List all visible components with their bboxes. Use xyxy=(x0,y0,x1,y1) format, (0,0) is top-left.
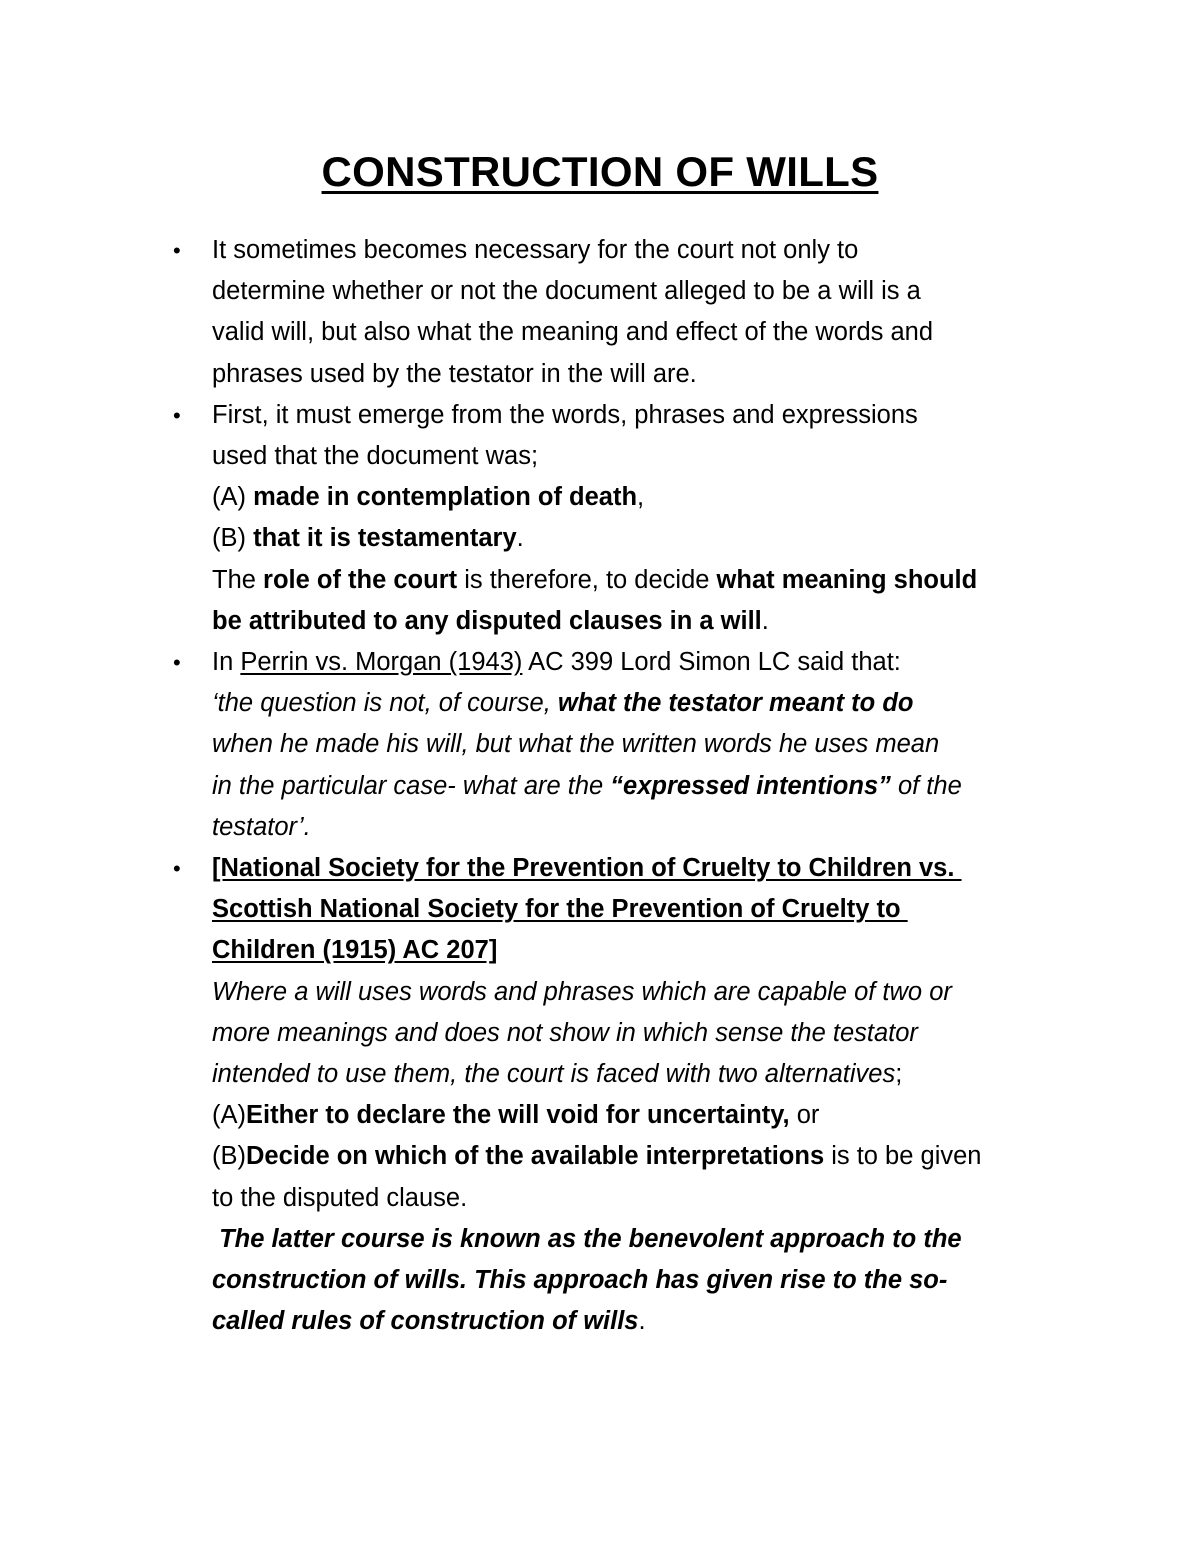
quote-line: testator’. xyxy=(212,812,311,841)
punctuation: . xyxy=(761,606,769,635)
bold-run: be attributed to any disputed clauses in a will xyxy=(212,606,762,635)
bold-run: “expressed intentions” xyxy=(610,771,891,800)
bullet-dot-icon: • xyxy=(173,856,181,882)
bullet-list xyxy=(173,230,1092,1342)
bullet-dot-icon: • xyxy=(173,650,181,676)
case-name: Scottish National Society for the Prevention of Cruelty to xyxy=(212,895,908,924)
text-run: ‘the question is not, of course, xyxy=(212,689,558,718)
bold-run: Decide on which of the available interpretations xyxy=(246,1142,825,1171)
criterion-label: (B) xyxy=(212,524,254,553)
text-run: is therefore, to decide xyxy=(457,565,717,594)
alternative-b xyxy=(212,1136,1092,1177)
punctuation: . xyxy=(516,524,524,553)
italic-line xyxy=(212,1054,1092,1095)
bullet-item-3 xyxy=(173,642,1092,848)
case-citation-line xyxy=(212,642,1092,683)
bullet-item-1 xyxy=(173,230,1092,395)
court-role-line xyxy=(212,560,1092,601)
punctuation: , xyxy=(637,483,645,512)
case-name: [National Society for the Prevention of Cruelty to Children vs. xyxy=(212,854,962,883)
document-title: CONSTRUCTION OF WILLS xyxy=(321,148,879,195)
bullet-item-2 xyxy=(173,395,1092,642)
text-run: The xyxy=(212,565,264,594)
text-run: AC 399 Lord Simon LC said that: xyxy=(522,648,901,677)
paragraph-line: First, it must emerge from the words, phrases and expressions xyxy=(212,400,918,429)
bold-run: what meaning should xyxy=(716,565,978,594)
italic-line: more meanings and does not show in which sense the testator xyxy=(212,1018,918,1047)
criterion-b xyxy=(212,518,1092,559)
text-run: In xyxy=(212,648,241,677)
bold-run: what the testator meant to do xyxy=(557,689,914,718)
text-run: or xyxy=(789,1101,820,1130)
criterion-label: (B) xyxy=(212,1142,246,1171)
conclusion-line xyxy=(212,1301,1092,1342)
conclusion-line: construction of wills. This approach has given rise to the so- xyxy=(212,1266,948,1295)
punctuation: ; xyxy=(895,1060,903,1089)
paragraph-line: determine whether or not the document alleged to be a will is a xyxy=(212,277,921,306)
bold-italic-run: called rules of construction of wills xyxy=(212,1307,639,1336)
text-run: intended to use them, the court is faced with two alternatives xyxy=(212,1060,896,1089)
italic-line: Where a will uses words and phrases which are capable of two or xyxy=(212,977,952,1006)
criterion-a xyxy=(212,477,1092,518)
text-run: in the particular case- what are the xyxy=(212,771,611,800)
bullet-item-4 xyxy=(173,848,1092,1342)
alternative-a xyxy=(212,1095,1092,1136)
paragraph-line: used that the document was; xyxy=(212,442,539,471)
court-role-line xyxy=(212,601,1092,642)
quote-line: when he made his will, but what the written words he uses mean xyxy=(212,730,940,759)
paragraph-line: valid will, but also what the meaning and effect of the words and xyxy=(212,318,934,347)
paragraph-line: It sometimes becomes necessary for the court not only to xyxy=(212,236,859,264)
quote-line xyxy=(212,683,1092,724)
case-name: Children (1915) AC 207] xyxy=(212,936,498,965)
bold-run: Either to declare the will void for uncertainty, xyxy=(246,1101,790,1130)
criterion-label: (A) xyxy=(212,1101,246,1130)
case-name: Perrin vs. Morgan (1943) xyxy=(240,648,523,677)
punctuation: . xyxy=(638,1307,646,1336)
bullet-dot-icon: • xyxy=(173,402,181,428)
text-run: of the xyxy=(890,771,962,800)
text-run: is to be given xyxy=(824,1142,982,1171)
criterion-text: made in contemplation of death xyxy=(253,483,638,512)
paragraph-line: phrases used by the testator in the will are. xyxy=(212,359,697,388)
paragraph-line: to the disputed clause. xyxy=(212,1183,468,1212)
quote-line xyxy=(212,766,1092,807)
criterion-text: that it is testamentary xyxy=(253,524,517,553)
criterion-label: (A) xyxy=(212,483,254,512)
bullet-dot-icon: • xyxy=(173,238,181,263)
bold-run: role of the court xyxy=(263,565,458,594)
conclusion-line: The latter course is known as the benevolent approach to the xyxy=(212,1224,962,1253)
